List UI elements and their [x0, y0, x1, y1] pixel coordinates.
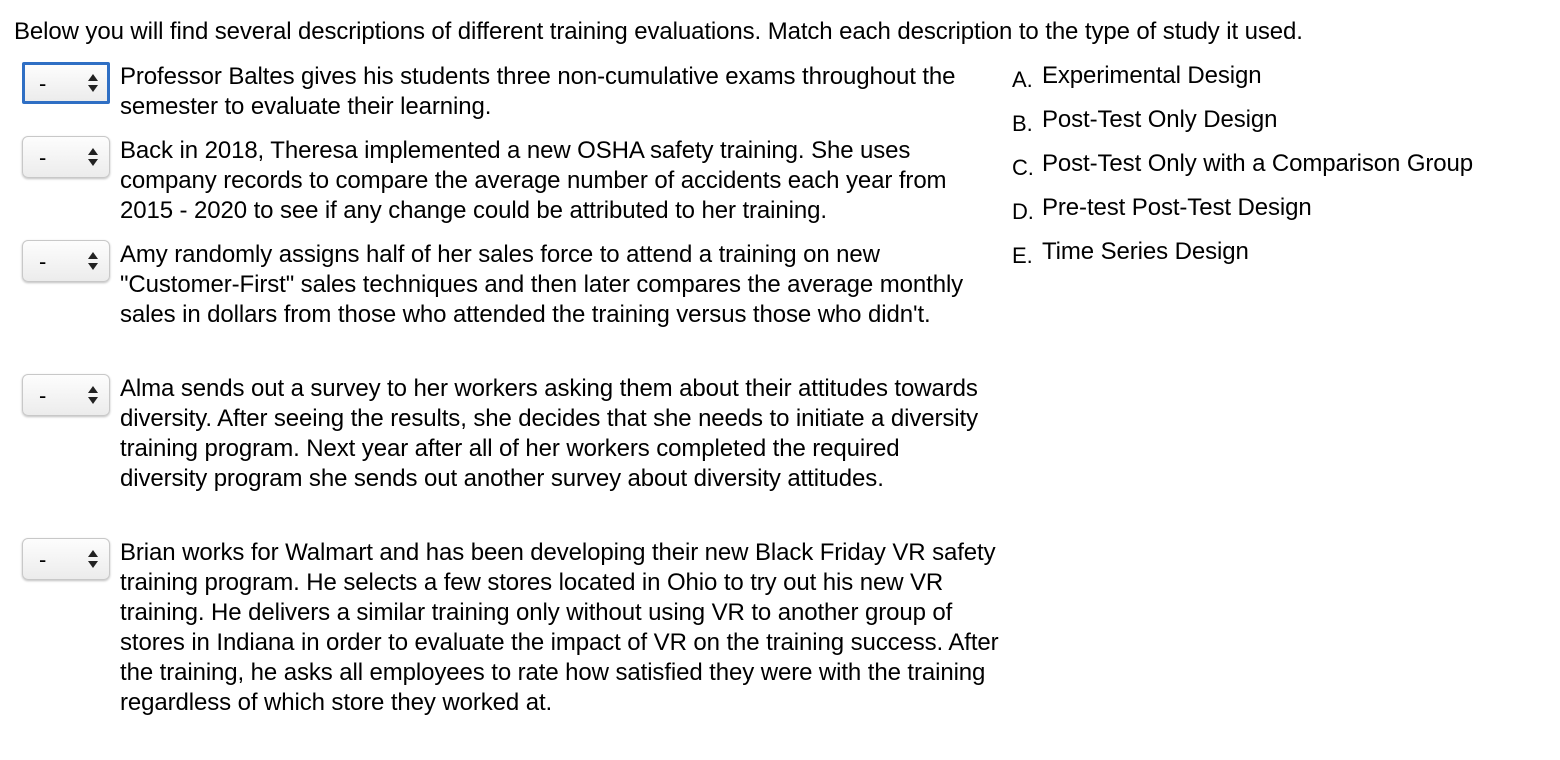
answer-label: Pre-test Post-Test Design — [1042, 194, 1312, 221]
answer-option — [1012, 105, 1277, 135]
answer-select[interactable] — [22, 538, 110, 580]
select-value: - — [39, 383, 47, 408]
select-arrows-icon — [87, 146, 99, 168]
answer-letter: D. — [1012, 199, 1034, 224]
answer-option — [1012, 193, 1312, 223]
select-value: - — [39, 71, 47, 96]
question-text: Back in 2018, Theresa implemented a new OSHA safety training. She uses company records to compare the average number of accidents each year from 2015 - 2020 to see if any change could be attributed to her training. — [120, 137, 947, 224]
question-text: Professor Baltes gives his students three non-cumulative exams throughout the semester to evaluate their learning. — [120, 63, 956, 120]
answer-option — [1012, 237, 1249, 267]
answer-label: Time Series Design — [1042, 238, 1249, 265]
answer-select[interactable] — [22, 374, 110, 416]
answer-letter: C. — [1012, 155, 1034, 180]
select-value: - — [39, 249, 47, 274]
answer-label: Experimental Design — [1042, 62, 1262, 89]
answer-label: Post-Test Only with a Comparison Group — [1042, 150, 1474, 177]
select-arrows-icon — [87, 384, 99, 406]
question-text: Amy randomly assigns half of her sales force to attend a training on new "Customer-First" sales techniques and then later compares the average monthly sales in dollars from those who attended the training versus those who didn't. — [120, 241, 964, 328]
instructions-text: Below you will find several descriptions of different training evaluations. Match each description to the type of study it used. — [14, 18, 1303, 45]
answer-select[interactable] — [22, 136, 110, 178]
answer-select[interactable] — [22, 62, 110, 104]
select-value: - — [39, 547, 47, 572]
question-text: Brian works for Walmart and has been developing their new Black Friday VR safety training program. He selects a few stores located in Ohio to try out his new VR training. He delivers a similar training only without using VR to another group of stores in Indiana in order to evaluate the impact of VR on the training success. After the training, he asks all employees to rate how satisfied they were with the training regardless of which store they worked at. — [120, 539, 999, 716]
answer-option — [1012, 61, 1262, 91]
answer-letter: A. — [1012, 67, 1033, 92]
select-arrows-icon — [87, 250, 99, 272]
answer-letter: B. — [1012, 111, 1033, 136]
answer-select[interactable] — [22, 240, 110, 282]
answer-option — [1012, 149, 1473, 179]
question-text: Alma sends out a survey to her workers asking them about their attitudes towards diversity. After seeing the results, she decides that she needs to initiate a diversity training program. Next year after all of her workers completed the required diversity program she sends out another survey about diversity attitudes. — [120, 375, 978, 492]
select-value: - — [39, 145, 47, 170]
select-arrows-icon — [87, 548, 99, 570]
select-arrows-icon — [87, 72, 99, 94]
answer-letter: E. — [1012, 243, 1033, 268]
answer-label: Post-Test Only Design — [1042, 106, 1278, 133]
